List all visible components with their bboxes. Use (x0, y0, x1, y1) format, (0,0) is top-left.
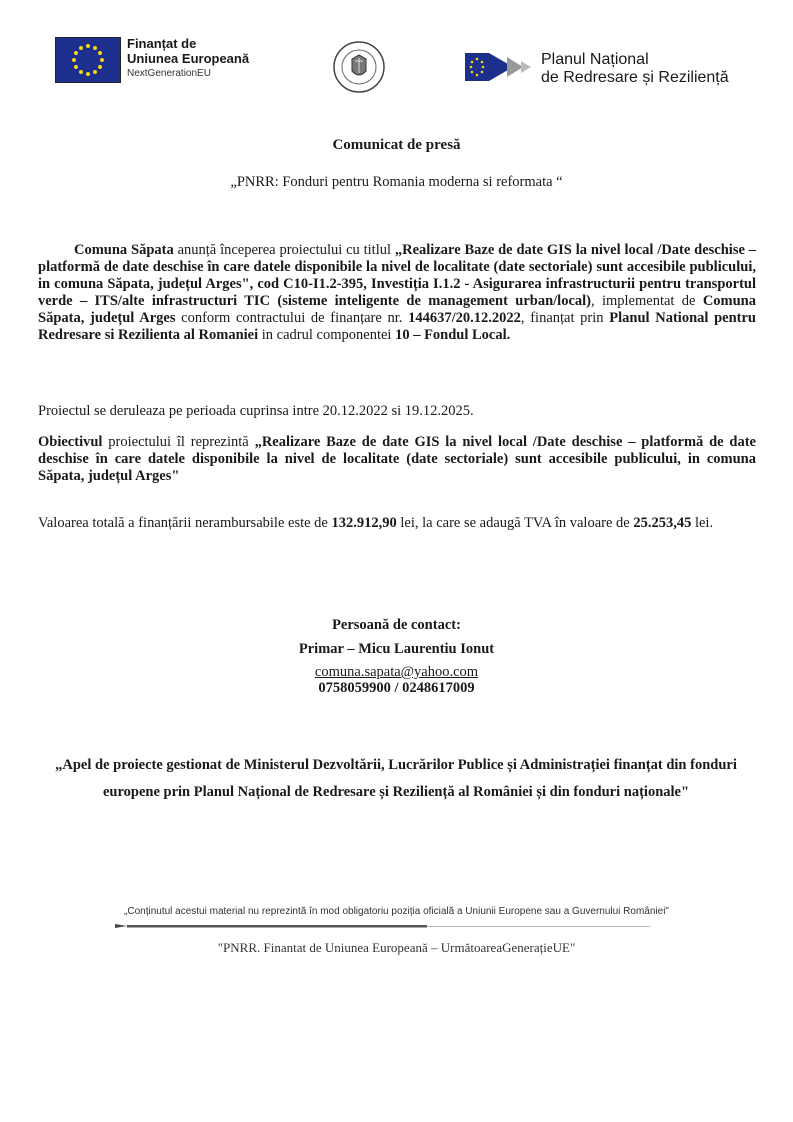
objective-paragraph (38, 434, 756, 485)
body-text: in cadrul componentei (258, 327, 396, 343)
government-seal-icon (333, 39, 385, 95)
contact-email-link[interactable]: comuna.sapata@yahoo.com (314, 664, 479, 680)
announcement-paragraph (38, 242, 756, 344)
body-text: lei, la care se adaugă TVA în valoare de (396, 515, 634, 531)
emphasis-text: 25.253,45 (633, 515, 692, 531)
emphasis-text: „Realizare Baze de date GIS la nivel local /Date deschise – platformă de date deschise în care datele disponibile la nivel de localitate (date sectoriale) sunt accesibile publicului, in comuna Săpata, județul Arges" (38, 434, 756, 484)
footer-tagline: "PNRR. Finantat de Uniunea Europeană – UrmătoareaGenerațieUE" (217, 940, 576, 955)
pnrr-logo-icon (465, 49, 537, 85)
body-text: , implementat de (591, 293, 703, 309)
eu-line-2: Uniunea Europeană (127, 51, 250, 66)
eu-funding-label (127, 36, 249, 81)
contact-phone: 0758059900 / 0248617009 (318, 680, 475, 696)
eu-line-1: Finanțat de (127, 36, 197, 51)
body-text: lei. (691, 515, 714, 531)
document-title: Comunicat de presă (332, 137, 461, 153)
footer-disclaimer: „Conținutul acestui material nu reprezintă în mod obligatoriu poziția oficială a Uniunii Europene sau a Guvernului României" (124, 906, 669, 917)
pnrr-line-2: de Redresare și Reziliență (541, 69, 729, 86)
body-text: anunță începerea proiectului cu titlul (173, 242, 395, 258)
contact-heading: Persoană de contact: (332, 617, 461, 633)
document-subtitle: „PNRR: Fonduri pentru Romania moderna si reformata “ (230, 174, 563, 190)
contact-name: Primar – Micu Laurentiu Ionut (298, 641, 495, 657)
body-text: conform contractului de finanțare nr. (175, 310, 409, 326)
emphasis-text: 10 – Fondul Local. (395, 327, 511, 343)
pnrr-label (541, 51, 729, 87)
eu-flag-icon (55, 37, 121, 83)
eu-line-3: NextGenerationEU (127, 68, 211, 79)
body-text: Valoarea totală a finanțării nerambursabile este de (38, 515, 332, 531)
call-for-projects-statement: „Apel de proiecte gestionat de Ministerul Dezvoltării, Lucrărilor Publice și Administrației finanțat din fonduri europene prin Planul Național de Redresare și Reziliență al României și din fonduri naționale" (55, 757, 737, 800)
emphasis-text: 144637/20.12.2022 (408, 310, 521, 326)
footer-divider (115, 922, 650, 932)
pnrr-line-1: Planul Național (541, 51, 649, 68)
emphasis-text: 132.912,90 (331, 515, 397, 531)
eu-stars-icon (56, 38, 120, 82)
body-text: proiectului îl reprezintă (102, 434, 255, 450)
period-paragraph: Proiectul se deruleaza pe perioada cuprinsa intre 20.12.2022 si 19.12.2025. (38, 403, 474, 419)
emphasis-text: „Realizare Baze de date GIS la nivel local /Date deschise – platformă de date deschise în care datele disponibile la nivel de localitate (date sectoriale) sunt accesibile publicului, in comuna Săpata, județul Arges", cod C10-I1.2-395, Investiția I.1.2 - Asigurarea infrastructurii pentru transportul verde – ITS/alte infrastructuri TIC (sisteme inteligente de management urban/local) (38, 242, 756, 309)
emphasis-text: Comuna Săpata (74, 242, 174, 258)
emphasis-text: Comuna Săpata, județul Arges (38, 293, 756, 326)
emphasis-text: Planul National pentru Redresare si Rezilienta al Romaniei (38, 310, 756, 343)
funding-value-paragraph (38, 515, 756, 532)
emphasis-text: Obiectivul (38, 434, 103, 450)
body-text: , finanțat prin (520, 310, 610, 326)
